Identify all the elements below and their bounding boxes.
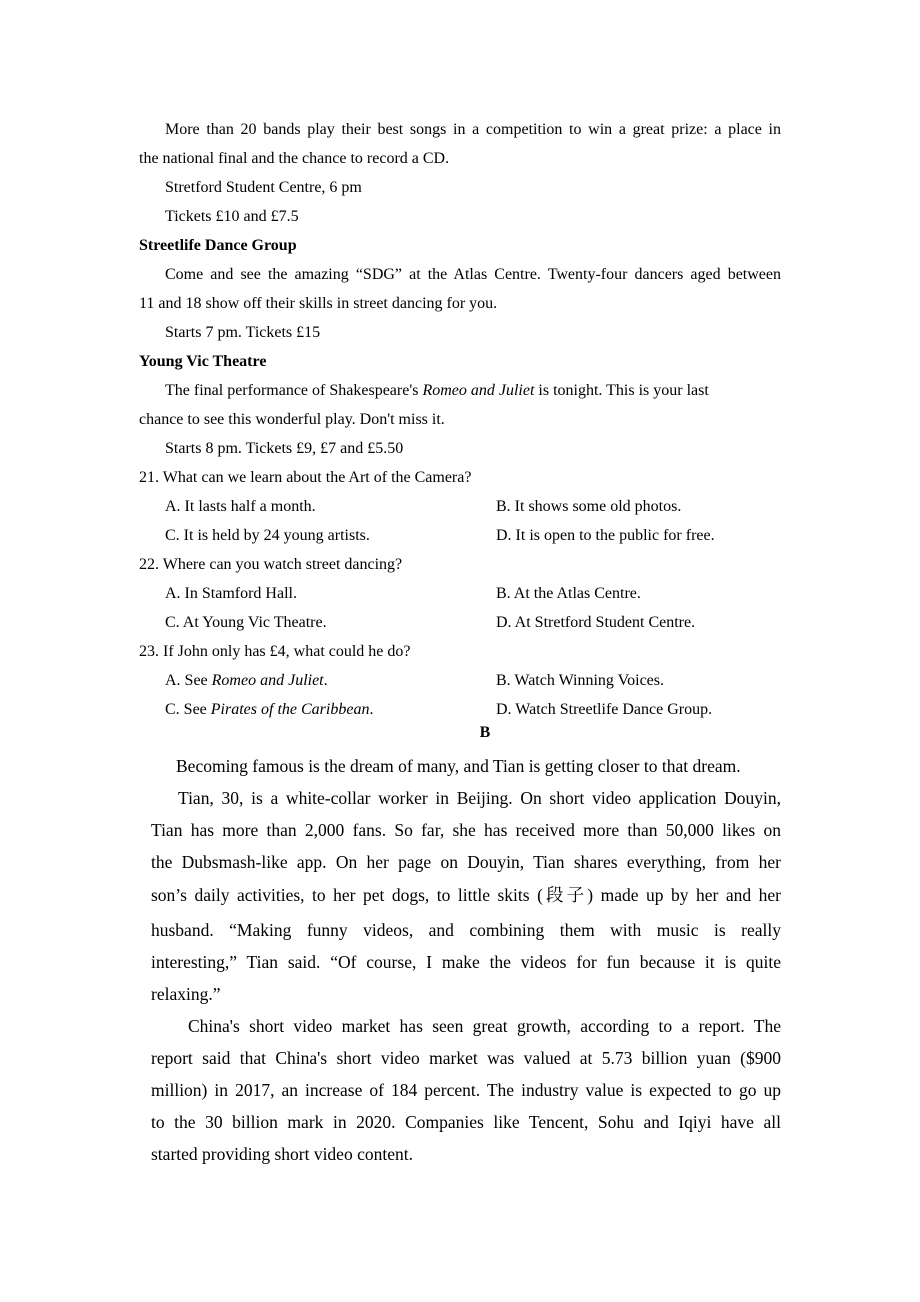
dance-description-line-1: Come and see the amazing “SDG” at the Atlas Centre. Twenty-four dancers aged between [165, 266, 781, 283]
option-a-title: Romeo and Juliet [211, 672, 324, 689]
theatre-title: Young Vic Theatre [139, 353, 267, 370]
question-21-option-a: A. It lasts half a month. [165, 498, 316, 515]
play-title: Romeo and Juliet [422, 382, 535, 399]
question-23-option-a: A. See Romeo and Juliet. [165, 672, 328, 689]
passage-b-line-7: interesting,” Tian said. “Of course, I make the videos for fun because it is quite [151, 952, 781, 972]
passage-b-line-13: started providing short video content. [151, 1144, 413, 1164]
option-c-title: Pirates of the Caribbean [210, 701, 370, 718]
voices-tickets: Tickets £10 and £7.5 [165, 208, 299, 225]
question-21-option-c: C. It is held by 24 young artists. [165, 527, 370, 544]
voices-description-line-2: the national final and the chance to record a CD. [139, 150, 450, 167]
theatre-desc-1a: The final performance of Shakespeare's Romeo and Juliet is tonight. This is your last [165, 382, 709, 399]
question-22-option-b: B. At the Atlas Centre. [496, 585, 641, 602]
passage-b-line-8: relaxing.” [151, 984, 221, 1004]
question-23-stem: 23. If John only has £4, what could he do? [139, 643, 411, 660]
question-23-option-d: D. Watch Streetlife Dance Group. [496, 701, 713, 718]
dance-time: Starts 7 pm. Tickets £15 [165, 324, 321, 341]
question-22-option-d: D. At Stretford Student Centre. [496, 614, 696, 631]
voices-place: Stretford Student Centre, 6 pm [165, 179, 362, 196]
question-21-option-b: B. It shows some old photos. [496, 498, 682, 515]
question-22-option-a: A. In Stamford Hall. [165, 585, 297, 602]
theatre-description-line-1 [165, 381, 781, 401]
passage-b-line-6: husband. “Making funny videos, and combining them with music is really [151, 920, 781, 940]
question-21-option-d: D. It is open to the public for free. [496, 527, 715, 544]
passage-b-line-10: report said that China's short video market was valued at 5.73 billion yuan ($900 [151, 1048, 781, 1068]
passage-b-line-3: Tian has more than 2,000 fans. So far, she has received more than 50,000 likes on [151, 820, 781, 840]
question-22-option-c: C. At Young Vic Theatre. [165, 614, 327, 631]
passage-b-line-5: son’s daily activities, to her pet dogs, to little skits (段子) made up by her and her [151, 885, 781, 905]
passage-b-line-11: million) in 2017, an increase of 184 percent. The industry value is expected to go up [151, 1080, 781, 1100]
passage-b-line-12: to the 30 billion mark in 2020. Companies like Tencent, Sohu and Iqiyi have all [151, 1112, 781, 1132]
passage-b-line-2: Tian, 30, is a white-collar worker in Beijing. On short video application Douyin, [178, 788, 781, 808]
passage-b-line-4: the Dubsmash-like app. On her page on Douyin, Tian shares everything, from her [151, 852, 781, 872]
question-22-stem: 22. Where can you watch street dancing? [139, 556, 403, 573]
theatre-description-line-2: chance to see this wonderful play. Don't miss it. [139, 411, 445, 428]
section-b-heading: B [479, 724, 491, 741]
dance-description-line-2: 11 and 18 show off their skills in street dancing for you. [139, 295, 498, 312]
dance-group-title: Streetlife Dance Group [139, 237, 297, 254]
theatre-time: Starts 8 pm. Tickets £9, £7 and £5.50 [165, 440, 404, 457]
passage-b-line-9: China's short video market has seen great growth, according to a report. The [188, 1016, 781, 1036]
question-23-option-c: C. See Pirates of the Caribbean. [165, 701, 374, 718]
voices-description-line-1: More than 20 bands play their best songs in a competition to win a great prize: a place in [165, 121, 781, 138]
question-21-stem: 21. What can we learn about the Art of the Camera? [139, 469, 472, 486]
question-23-option-b: B. Watch Winning Voices. [496, 672, 664, 689]
passage-b-line-1: Becoming famous is the dream of many, and Tian is getting closer to that dream. [176, 756, 741, 776]
